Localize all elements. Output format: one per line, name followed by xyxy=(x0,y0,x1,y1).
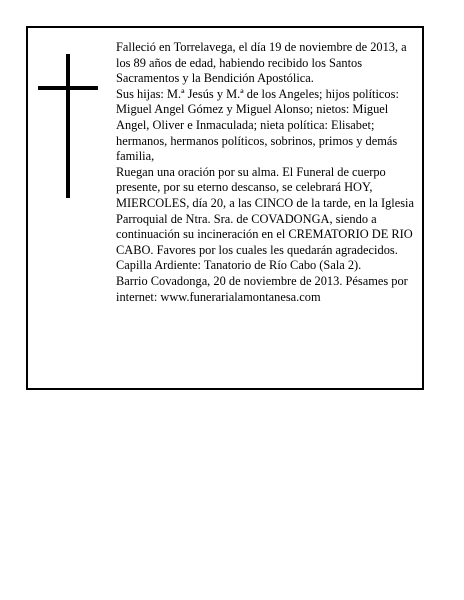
obituary-paragraph-condolences: Barrio Covadonga, 20 de noviembre de 2013. Pésames por internet: www.funerarialamontanesa.com xyxy=(116,273,408,304)
cross-horizontal-beam xyxy=(38,86,98,90)
cross-vertical-beam xyxy=(66,54,70,198)
obituary-paragraph-funeral: Ruegan una oración por su alma. El Funeral de cuerpo presente, por su eterno descanso, se celebrará HOY, MIERCOLES, día 20, a las CINCO de la tarde, en la Iglesia Parroquial de Ntra. Sra. de COVADONGA, siendo a continuación su incineración en el CREMATORIO DE RIO CABO. Favores por los cuales les quedarán agradecidos. Capilla Ardiente: Tanatorio de Río Cabo (Sala 2). xyxy=(116,164,414,273)
obituary-paragraph-family: Sus hijas: M.ª Jesús y M.ª de los Angeles; hijos políticos: Miguel Angel Gómez y Miguel Alonso; nietos: Miguel Angel, Oliver e Inmaculada; nieta política: Elisabet; hermanos, hermanos políticos, sobrinos, primos y demás familia, xyxy=(116,86,399,164)
obituary-notice xyxy=(26,26,424,390)
obituary-text xyxy=(116,40,420,305)
latin-cross-icon xyxy=(38,54,98,200)
obituary-paragraph-death: Falleció en Torrelavega, el día 19 de noviembre de 2013, a los 89 años de edad, habiendo recibido los Santos Sacramentos y la Bendición Apostólica. xyxy=(116,40,407,86)
